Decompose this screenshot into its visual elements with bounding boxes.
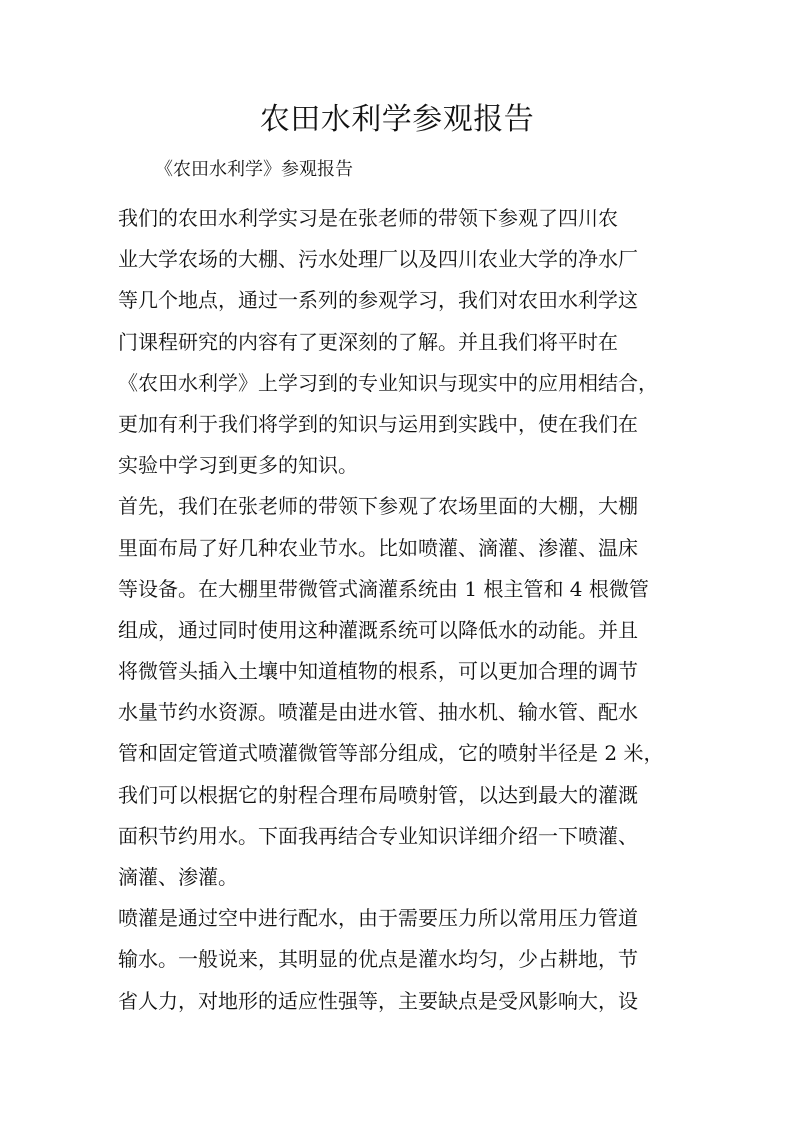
- text-line: 滴灌、渗灌。: [118, 865, 238, 889]
- text-line: 我们可以根据它的射程合理布局喷射管，以达到最大的灌溉: [118, 782, 638, 807]
- text-line: 业大学农场的大棚、污水处理厂以及四川农业大学的净水厂: [118, 247, 638, 272]
- body-text: [118, 198, 688, 1022]
- text-line: 《农田水利学》上学习到的专业知识与现实中的应用相结合，: [118, 370, 658, 395]
- text-line: 管和固定管道式喷灌微管等部分组成，它的喷射半径是 2 米，: [118, 741, 664, 766]
- text-line: 省人力，对地形的适应性强等，主要缺点是受风影响大，设: [118, 988, 638, 1013]
- text-line: 喷灌是通过空中进行配水，由于需要压力所以常用压力管道: [118, 906, 638, 931]
- text-line: 首先，我们在张老师的带领下参观了农场里面的大棚，大棚: [118, 494, 638, 519]
- text-line: 我们的农田水利学实习是在张老师的带领下参观了四川农: [118, 206, 618, 230]
- text-line: 将微管头插入土壤中知道植物的根系，可以更加合理的调节: [118, 659, 638, 684]
- text-line: 等设备。在大棚里带微管式滴灌系统由 1 根主管和 4 根微管: [118, 576, 649, 601]
- text-line: 等几个地点，通过一系列的参观学习，我们对农田水利学这: [118, 288, 638, 313]
- text-line: 水量节约水资源。喷灌是由进水管、抽水机、输水管、配水: [118, 700, 638, 725]
- text-line: 里面布局了好几种农业节水。比如喷灌、滴灌、渗灌、温床: [118, 535, 638, 560]
- text-line: 组成，通过同时使用这种灌溉系统可以降低水的动能。并且: [118, 617, 638, 642]
- text-line: 实验中学习到更多的知识。: [118, 453, 358, 478]
- document-subtitle: 《农田水利学》参观报告: [155, 159, 353, 180]
- text-line: 更加有利于我们将学到的知识与运用到实践中，使在我们在: [118, 411, 638, 436]
- text-line: 门课程研究的内容有了更深刻的了解。并且我们将平时在: [118, 329, 618, 354]
- page-title: 农田水利学参观报告: [259, 102, 535, 137]
- text-line: 面积节约用水。下面我再结合专业知识详细介绍一下喷灌、: [118, 823, 638, 848]
- text-line: 输水。一般说来，其明显的优点是灌水均匀，少占耕地，节: [118, 947, 638, 972]
